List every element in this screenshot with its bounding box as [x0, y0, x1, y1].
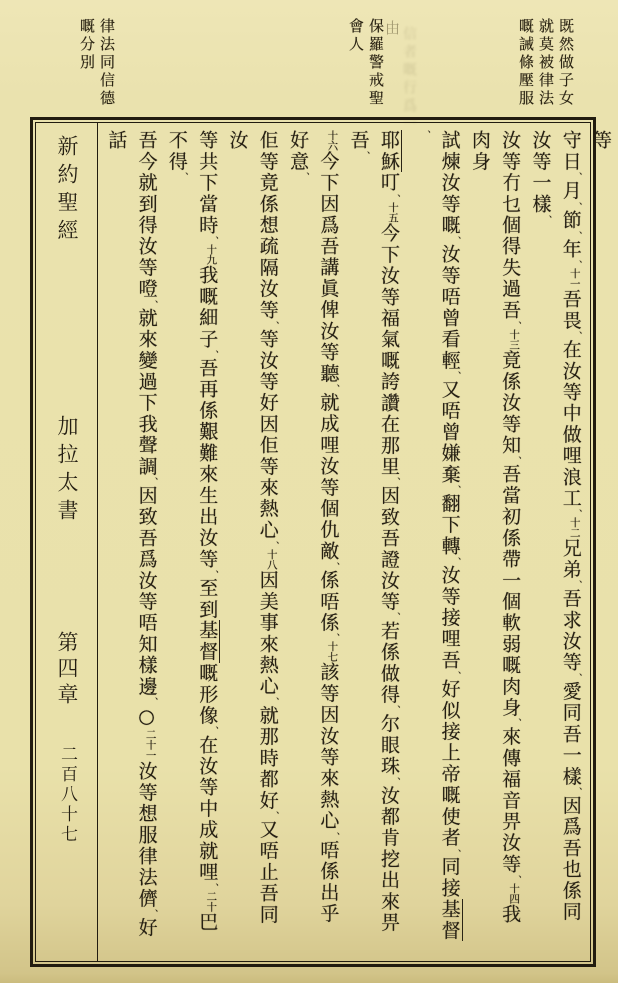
text-column-13: 十六今下因爲吾講眞俾汝等聽、就成哩汝等個仇敵、係唔係、十七該等因汝等來熱心、唔係出乎好意、 — [287, 130, 340, 925]
margin-note-line: 律法同信德 — [98, 18, 116, 108]
book-name: 加拉太書 — [55, 415, 79, 527]
text-column-12: 耶穌叮、十五今下汝等福氣嘅誇讚在那里、因致吾證汝等、若係做得、尔眼珠、汝都肯挖出來畀吾、 — [347, 130, 400, 934]
text-column-8: 等 — [590, 130, 613, 152]
margin-note-line: 嘅誡條壓服 — [517, 18, 535, 108]
page-number: 二百八十七 — [57, 745, 77, 845]
margin-note-faint: 由 — [383, 20, 401, 38]
text-column-11: 試煉汝等嘅、汝等唔曾看輕、又唔曾嫌棄、翻下轉、汝等接哩吾、好似接上帝嘅使者、同接基督、 — [419, 130, 461, 942]
text-column-10: 汝等冇乜個得失過吾、十三竟係汝等知、吾當初係帶一個軟弱嘅肉身、來傳福音畀汝等、十四我肉身 — [468, 130, 522, 925]
spine-column — [36, 123, 98, 961]
margin-note-line: 既然做子女 — [557, 18, 575, 108]
margin-note-left — [77, 18, 117, 108]
scripture-text-area — [98, 123, 618, 961]
margin-note-line: 會人 — [347, 18, 365, 54]
book-title: 新約聖經 — [55, 135, 79, 247]
text-column-9: 守日、月、節、年、十一吾畏、在汝等中做哩浪工、十二兄弟、吾求汝等、愛同吾一樣、因爲吾也係同汝等一樣、 — [529, 130, 582, 923]
text-column-14: 佢等竟係想疏隔汝等、等汝等好因佢等來熱心、十八因美事來熱心、就那時都好、又唔止吾同汝 — [226, 130, 279, 926]
page-frame-inner — [35, 122, 613, 962]
bleedthrough-top-column: 信者嘅行爲一 — [401, 26, 417, 134]
text-column-15: 等共下當時、十九我嘅細子、吾再係艱難來生出汝等、至到基督嘅形像、在汝等中成就哩、二十巴不得、 — [165, 130, 219, 933]
margin-note-right — [516, 18, 576, 108]
margin-note-line: 嘅分別 — [78, 18, 96, 72]
margin-note-line: 保羅警戒聖 — [367, 18, 385, 108]
margin-note-line: 就莫被律法 — [537, 18, 555, 108]
scripture-columns — [101, 130, 618, 954]
text-column-16: 吾今就到得汝等噔、就來變過下我聲調、因致吾爲汝等唔知樣邊、○二十一汝等想服律法儕、好話 — [105, 130, 158, 939]
chapter-label: 第四章 — [55, 631, 79, 709]
margin-note-middle — [346, 18, 386, 108]
page-frame — [30, 117, 613, 967]
